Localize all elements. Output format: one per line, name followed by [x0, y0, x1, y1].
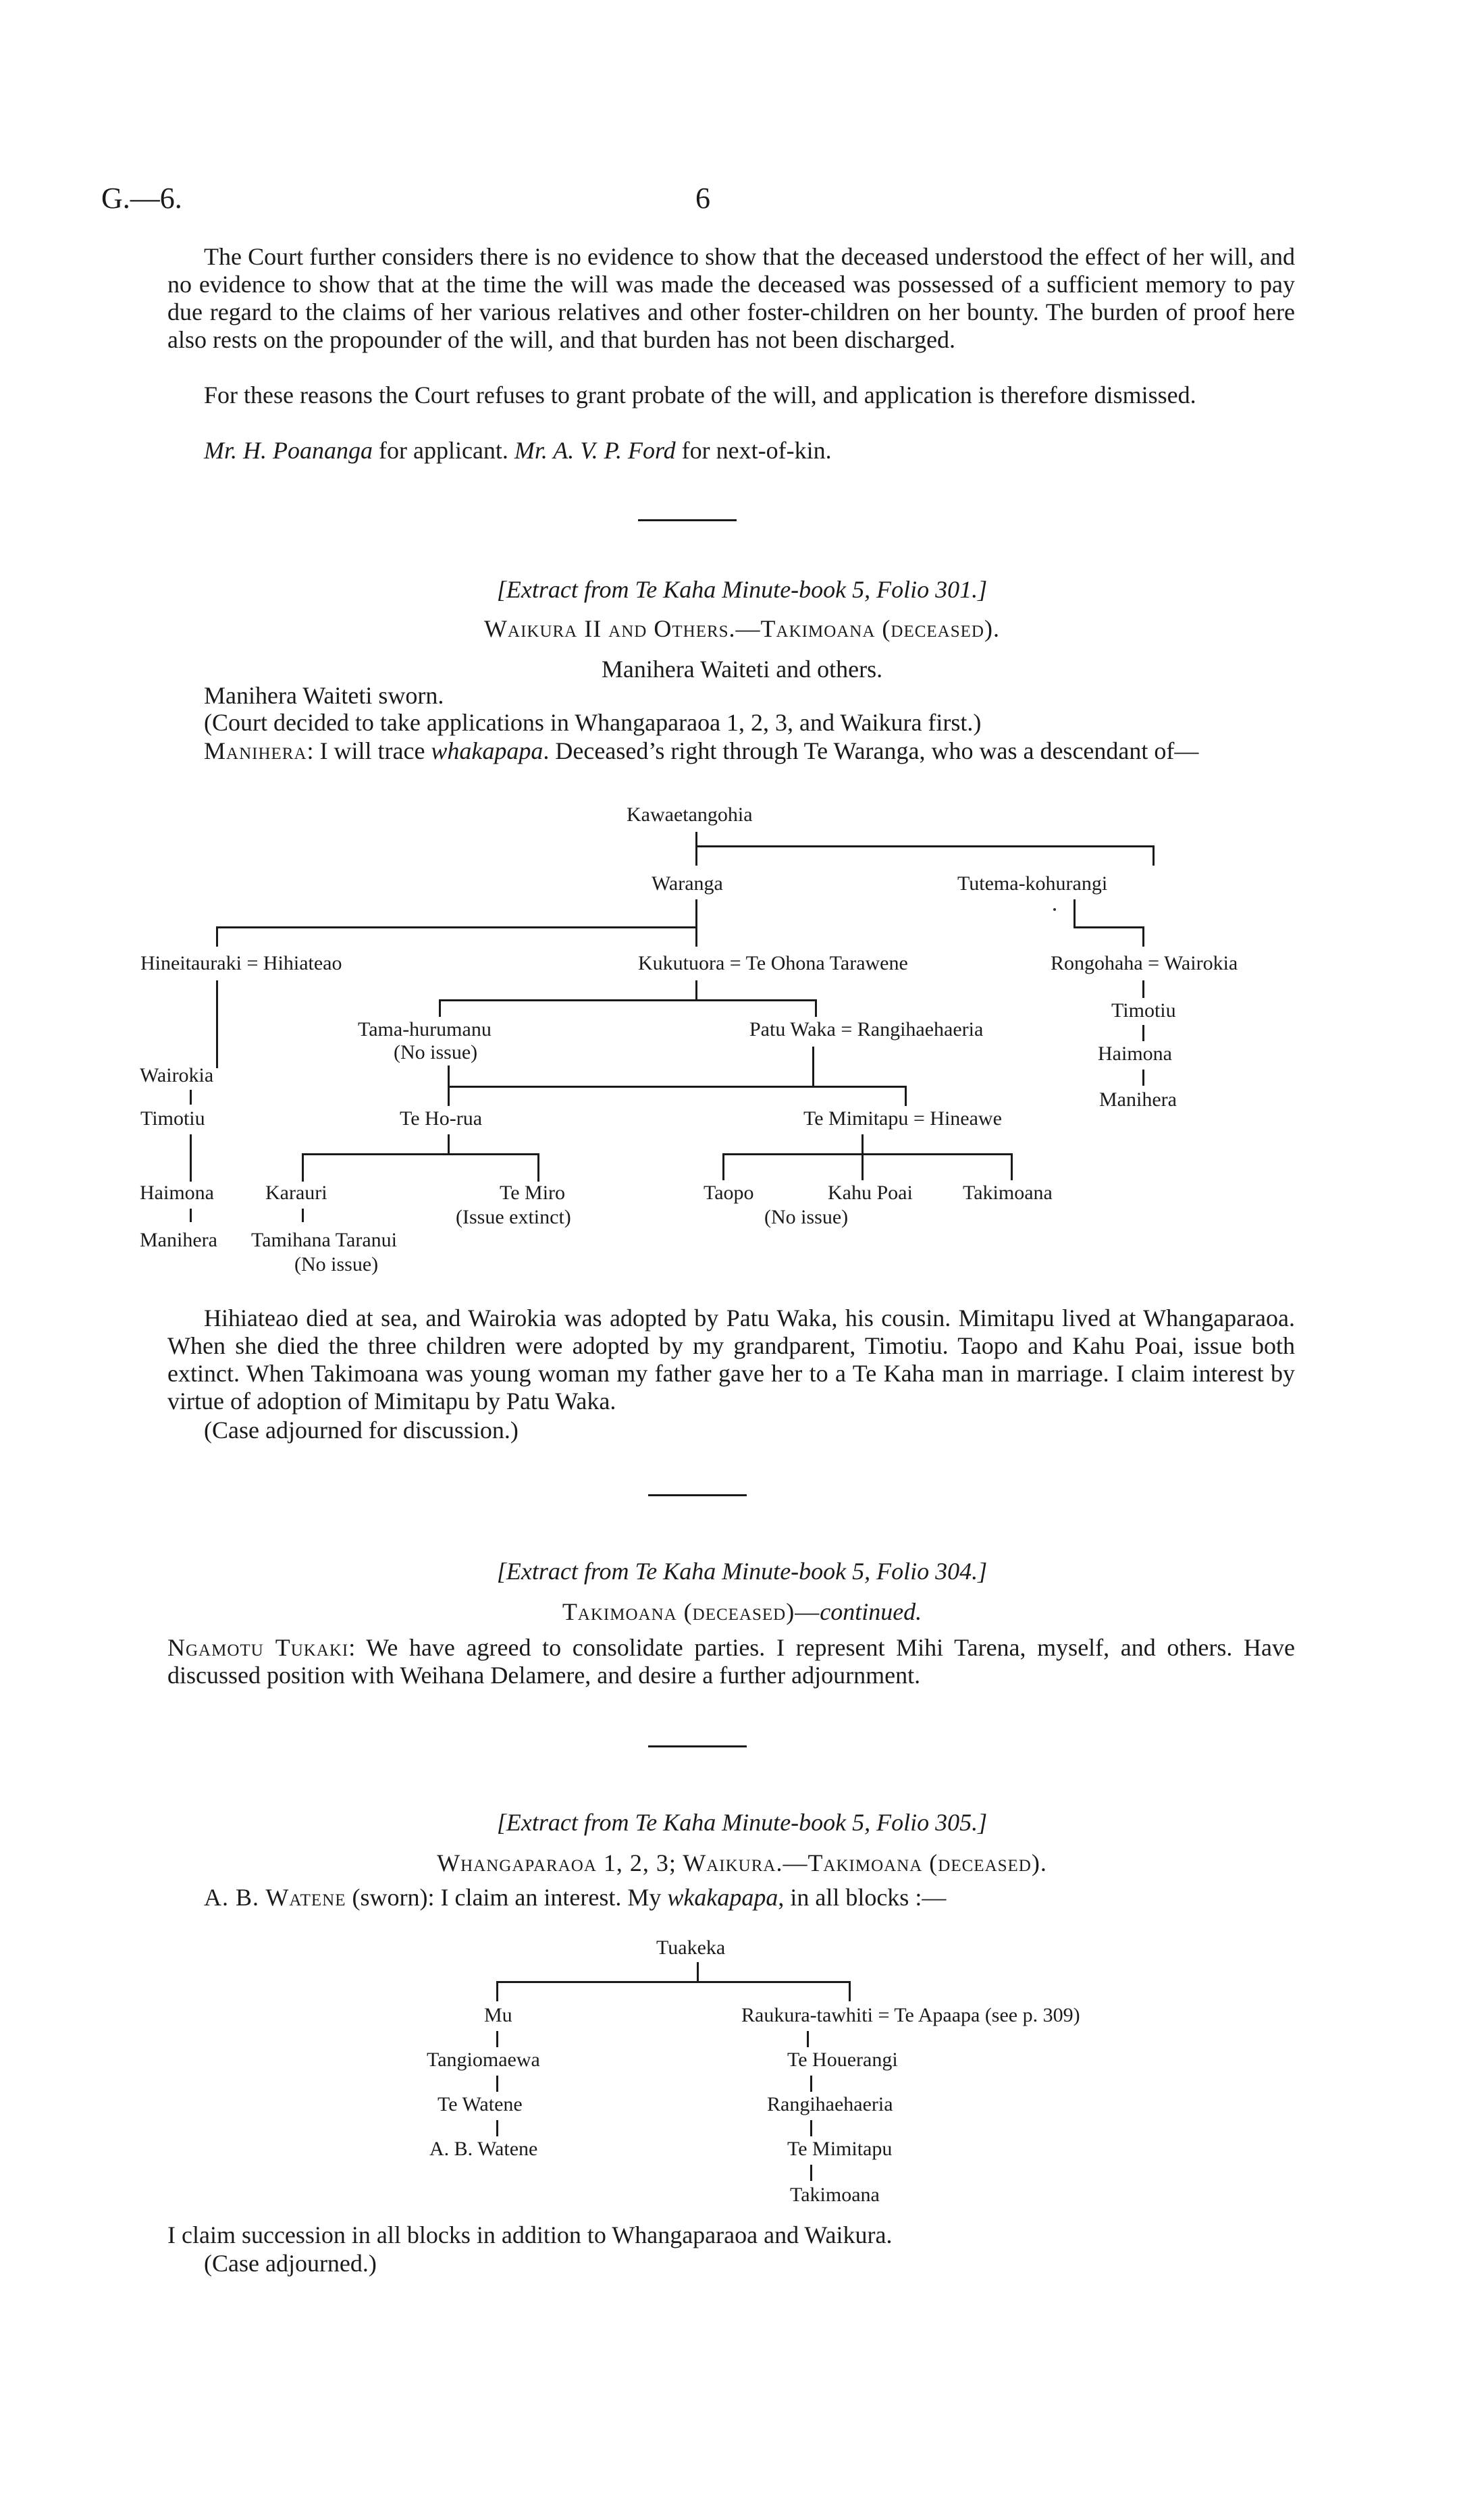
- tree1-line: [537, 1153, 539, 1182]
- tree2-line: [496, 2031, 498, 2047]
- tree2-te-watene: Te Watene: [438, 2093, 523, 2115]
- tree1-line: [695, 845, 1155, 847]
- tree1-kukutuora: Kukutuora = Te Ohona Tarawene: [638, 952, 908, 974]
- sec2-title-b: continued.: [820, 1598, 922, 1625]
- tree1-line: [448, 1065, 450, 1086]
- tree2-takimoana: Takimoana: [790, 2184, 880, 2206]
- tree1-manihera-right: Manihera: [1099, 1088, 1177, 1111]
- counsel-text-a: for applicant.: [373, 437, 514, 464]
- tree1-line: [1142, 980, 1144, 998]
- intro-paragraph-1: The Court further considers there is no evidence to show that the deceased understood the effect of her will, and no evidence to show that at the time the will was made the deceased was possessed of a sufficient memory to pay due regard to the claims of her various relatives and other foster-children on her bounty. The burden of proof here also rests on the propounder of the will, and that burden has not been discharged.: [167, 243, 1295, 353]
- sec3-text-b: , in all blocks :—: [778, 1884, 947, 1911]
- tree1-line: [448, 1086, 907, 1088]
- tree1-line: [862, 1153, 864, 1180]
- tree1-line: [815, 999, 817, 1017]
- sec3-adjourned: (Case adjourned.): [204, 2250, 377, 2277]
- tree1-te-miro: Te Miro: [500, 1182, 566, 1204]
- tree1-taopo: Taopo: [704, 1182, 754, 1204]
- sec1-adjourned: (Case adjourned for discussion.): [204, 1417, 519, 1444]
- speaker-manihera: Manihera: [204, 737, 307, 764]
- tree2-line: [496, 2076, 498, 2092]
- tree1-tama-hurumanu: Tama-hurumanu: [358, 1018, 492, 1040]
- tree1-line: [812, 1047, 814, 1086]
- tree1-line: [862, 1134, 864, 1153]
- tree1-line: [722, 1153, 1013, 1155]
- counsel-applicant: Mr. H. Poananga: [204, 437, 373, 464]
- tree1-line: [190, 1134, 192, 1182]
- tree1-line: [216, 926, 695, 928]
- tree2-line: [849, 1981, 851, 2001]
- speaker-ab-watene: A. B. Watene: [204, 1884, 346, 1911]
- tree1-takimoana: Takimoana: [963, 1182, 1053, 1204]
- tree1-line: [439, 999, 441, 1017]
- sec1-testimony: [167, 737, 1295, 765]
- tree1-te-mimitapu: Te Mimitapu = Hineawe: [803, 1107, 1002, 1130]
- sec1-subtitle: Manihera Waiteti and others.: [601, 656, 883, 683]
- tree1-te-miro-note: (Issue extinct): [456, 1206, 571, 1228]
- tree2-line: [496, 1981, 498, 2001]
- sec1-court-note: (Court decided to take applications in Whangaparaoa 1, 2, 3, and Waikura first.): [204, 709, 982, 736]
- tree1-line: [695, 899, 697, 926]
- tree1-patu-waka: Patu Waka = Rangihaehaeria: [749, 1018, 984, 1040]
- tree1-tutema-kohurangi: Tutema-kohurangi: [957, 872, 1108, 895]
- tree1-line: [448, 1134, 450, 1153]
- sec3-extract-heading: [Extract from Te Kaha Minute-book 5, Folio 305.]: [496, 1809, 988, 1836]
- tree1-manihera: Manihera: [140, 1229, 217, 1251]
- tree1-line: [448, 1086, 450, 1106]
- section-divider: [648, 1494, 747, 1496]
- tree1-line: [905, 1086, 907, 1106]
- tree1-line: [695, 832, 697, 845]
- tree2-te-houerangi: Te Houerangi: [787, 2049, 898, 2071]
- sec3-text-a: (sworn): I claim an interest. My: [346, 1884, 668, 1911]
- tree2-tuakeka: Tuakeka: [656, 1936, 726, 1959]
- tree1-line: [695, 980, 697, 999]
- sec3-claim: I claim succession in all blocks in addition to Whangaparaoa and Waikura.: [167, 2221, 893, 2248]
- tree1-wairokia: Wairokia: [140, 1064, 214, 1086]
- page-number: 6: [695, 182, 710, 215]
- tree2-ab-watene: A. B. Watene: [429, 2138, 538, 2160]
- tree1-line: [302, 1153, 304, 1182]
- tree2-line: [807, 2031, 809, 2047]
- tree2-raukura-tawhiti: Raukura-tawhiti = Te Apaapa (see p. 309): [741, 2004, 1080, 2026]
- tree2-line: [810, 2165, 812, 2181]
- tree1-haimona: Haimona: [140, 1182, 214, 1204]
- tree2-line: [810, 2120, 812, 2136]
- tree1-line: [1152, 845, 1155, 866]
- sec1-testimony-a: : I will trace: [307, 737, 431, 764]
- tree1-line: [1142, 926, 1144, 947]
- sec3-testimony: [167, 1884, 1295, 1911]
- sec2-extract-heading: [Extract from Te Kaha Minute-book 5, Folio 304.]: [496, 1558, 988, 1585]
- tree1-kahu-poai: Kahu Poai: [828, 1182, 913, 1204]
- sec3-title: Whangaparaoa 1, 2, 3; Waikura.—Takimoana (deceased).: [437, 1849, 1047, 1876]
- tree2-line: [496, 1981, 851, 1983]
- tree1-line: [695, 845, 697, 866]
- tree1-line: [190, 1090, 192, 1105]
- sec1-extract-heading: [Extract from Te Kaha Minute-book 5, Folio 301.]: [496, 576, 988, 603]
- tree1-mark: [1053, 908, 1056, 911]
- sec2-title-a: Takimoana (deceased)—: [562, 1598, 820, 1625]
- sec1-title: Waikura II and Others.—Takimoana (deceased).: [484, 615, 1000, 642]
- tree1-tama-note: (No issue): [394, 1041, 478, 1063]
- tree1-line: [216, 980, 218, 1068]
- tree1-line: [1074, 926, 1144, 928]
- tree1-timotiu: Timotiu: [140, 1107, 205, 1130]
- tree1-waranga: Waranga: [652, 872, 723, 895]
- tree1-line: [1142, 1025, 1144, 1041]
- counsel-next-of-kin: Mr. A. V. P. Ford: [514, 437, 676, 464]
- sec1-after-paragraph: Hihiateao died at sea, and Wairokia was adopted by Patu Waka, his cousin. Mimitapu lived at Whangaparaoa. When she died the three children were adopted by my grandparent, Timotiu. Taopo and Kahu Poai, issue both extinct. When Takimoana was young woman my father gave her to a Te Kaha man in marriage. I claim interest by virtue of adoption of Mimitapu by Patu Waka.: [167, 1304, 1295, 1415]
- counsel-text-b: for next-of-kin.: [675, 437, 832, 464]
- sec1-testimony-italic: whakapapa: [431, 737, 544, 764]
- tree2-line: [810, 2076, 812, 2092]
- tree2-mu: Mu: [484, 2004, 512, 2026]
- tree2-te-mimitapu: Te Mimitapu: [787, 2138, 893, 2160]
- tree1-line: [1011, 1153, 1013, 1180]
- report-reference: G.—6.: [101, 182, 182, 215]
- section-divider: [648, 1745, 747, 1747]
- tree1-timotiu-right: Timotiu: [1111, 999, 1176, 1022]
- tree1-line: [722, 1153, 724, 1180]
- tree1-line: [216, 926, 218, 947]
- tree1-line: [190, 1209, 192, 1222]
- speaker-ngamotu-tukaki: Ngamotu Tukaki: [167, 1634, 349, 1661]
- tree1-line: [302, 1153, 539, 1155]
- tree1-line: [1074, 899, 1076, 926]
- tree1-karauri: Karauri: [265, 1182, 327, 1204]
- sec1-sworn: Manihera Waiteti sworn.: [204, 682, 444, 709]
- counsel-line: [167, 437, 1295, 465]
- sec1-testimony-b: . Deceased’s right through Te Waranga, who was a descendant of—: [543, 737, 1199, 764]
- tree2-rangihaehaeria: Rangihaehaeria: [767, 2093, 893, 2115]
- tree1-rongohaha: Rongohaha = Wairokia: [1051, 952, 1238, 974]
- tree1-kahu-note: (No issue): [764, 1206, 849, 1228]
- intro-paragraph-2: For these reasons the Court refuses to grant probate of the will, and application is therefore dismissed.: [204, 381, 1196, 408]
- sec2-testimony: [167, 1634, 1295, 1689]
- tree2-line: [697, 1962, 699, 1981]
- tree1-hineitauraki: Hineitauraki = Hihiateao: [140, 952, 342, 974]
- tree1-line: [1142, 1070, 1144, 1086]
- section-divider: [638, 519, 737, 521]
- sec3-text-italic: wkakapapa: [667, 1884, 778, 1911]
- tree1-tamihana-taranui: Tamihana Taranui: [251, 1229, 397, 1251]
- sec2-text: : We have agreed to consolidate parties. I represent Mihi Tarena, myself, and others. Have discussed position with Weihana Delamere, and desire a further adjournment.: [167, 1634, 1295, 1689]
- tree1-line: [302, 1209, 304, 1222]
- tree2-line: [496, 2120, 498, 2136]
- tree1-line: [695, 926, 697, 947]
- tree2-tangiomaewa: Tangiomaewa: [427, 2049, 540, 2071]
- tree1-tamihana-note: (No issue): [294, 1253, 379, 1275]
- sec2-title: [0, 1598, 1484, 1626]
- tree1-kawaetangohia: Kawaetangohia: [627, 803, 753, 826]
- tree1-te-ho-rua: Te Ho-rua: [400, 1107, 483, 1130]
- tree1-haimona-right: Haimona: [1098, 1043, 1172, 1065]
- tree1-line: [439, 999, 817, 1001]
